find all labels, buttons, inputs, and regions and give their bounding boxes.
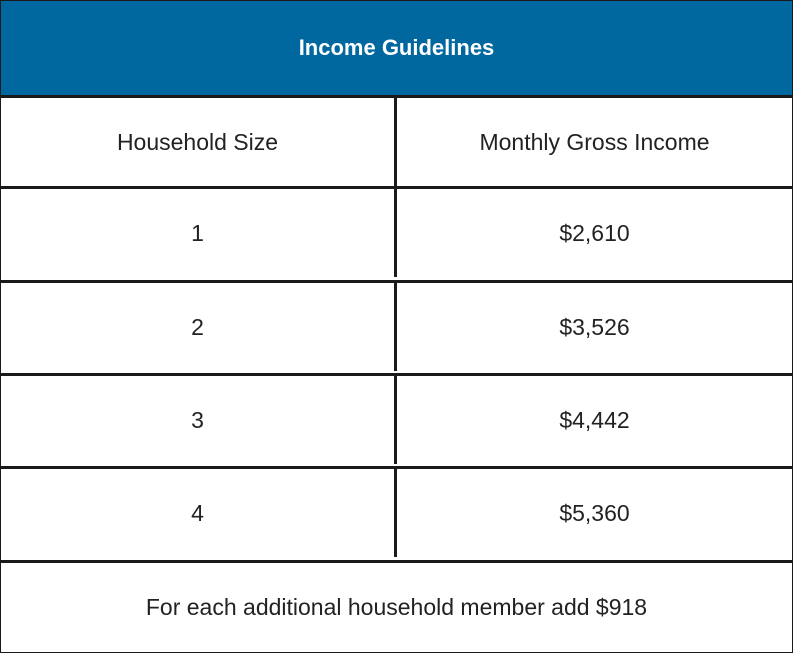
table-row: [1, 466, 792, 557]
header-household-size: Household Size: [1, 98, 397, 186]
household-size-cell: 2: [1, 283, 397, 371]
monthly-income-cell: $3,526: [559, 313, 630, 340]
household-size-cell: 4: [1, 469, 397, 557]
household-size-cell: 3: [1, 376, 397, 464]
monthly-income-cell: $4,442: [559, 406, 630, 433]
table-row: [1, 280, 792, 371]
header-row: [1, 95, 792, 186]
header-monthly-gross-income: Monthly Gross Income: [479, 128, 710, 155]
monthly-income-cell: $2,610: [559, 219, 630, 246]
additional-member-note: For each additional household member add $918: [1, 560, 792, 652]
monthly-income-cell: $5,360: [559, 499, 630, 526]
table-title: Income Guidelines: [1, 1, 792, 95]
table-row: [1, 373, 792, 464]
household-size-cell: 1: [1, 189, 397, 277]
table-row: [1, 186, 792, 277]
